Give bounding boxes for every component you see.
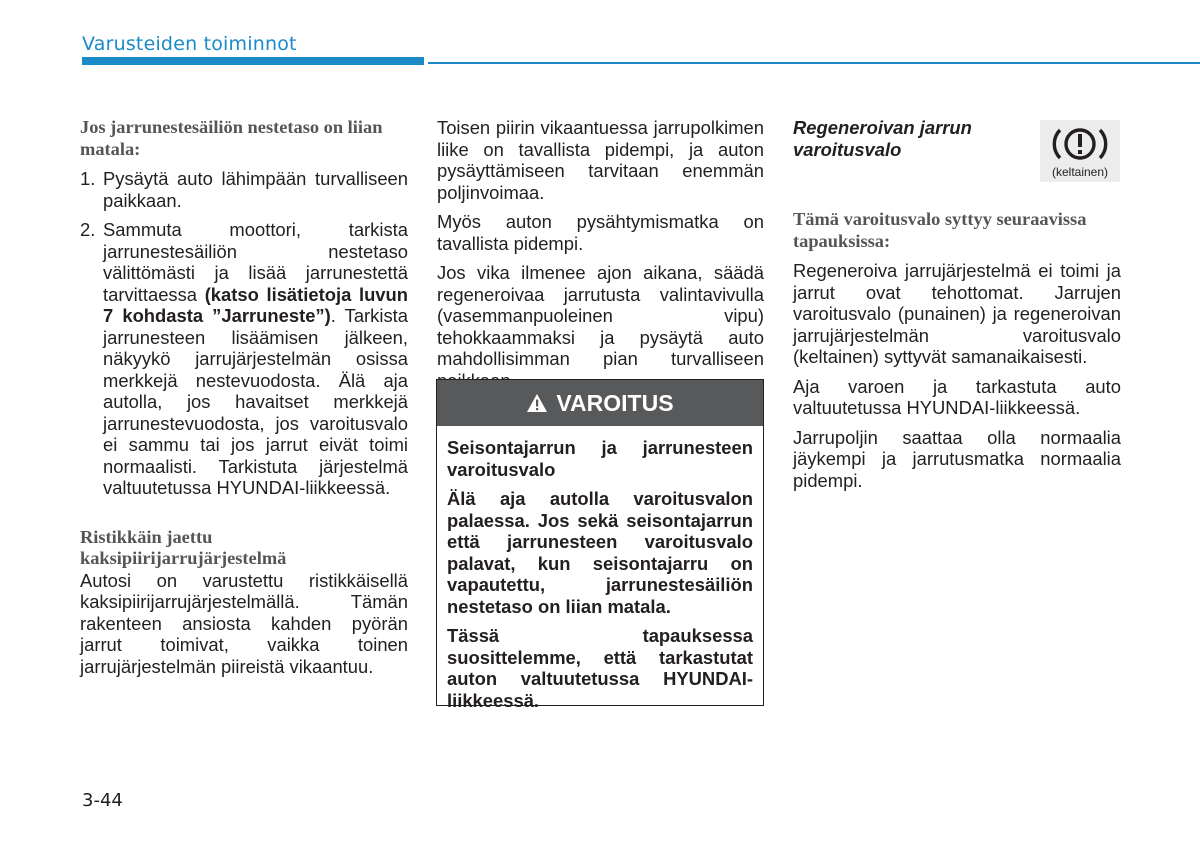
- paragraph: Jarrupoljin saattaa olla normaalia jäykempi ja jarrutusmatka normaalia pidempi.: [793, 426, 1121, 491]
- header-rule-thin: [428, 62, 1200, 64]
- paragraph: Regeneroiva jarrujärjestelmä ei toimi ja jarrut ovat tehottomat. Jarrujen varoitusvalo (punainen) ja regeneroivan jarrujärjestelmän varoitusvalo (keltainen) syttyvät samanaikaisesti.: [793, 260, 1121, 367]
- step-number: 1.: [80, 168, 96, 189]
- paragraph: Jos vika ilmenee ajon aikana, säädä regeneroivaa jarrutusta valintavivulla (vasemmanpuoleinen vipu) tehokkaammaksi ja pysäytä auto mahdollisimman pian turvalliseen: [437, 262, 764, 369]
- warning-title-bar: [437, 380, 763, 426]
- step-reference: (katso lisätietoja luvun 7 kohdasta ”Jarruneste”): [103, 283, 408, 326]
- section-header: Varusteiden toiminnot: [82, 33, 297, 55]
- step-number: 2.: [80, 219, 96, 240]
- paragraph: Aja varoen ja tarkastuta auto valtuutetussa HYUNDAI-liikkeessä.: [793, 375, 1121, 418]
- step-text-cont: . Tarkista jarrunesteen lisäämisen jälkeen, näkyykö jarrujärjestelmän osissa merkkejä nestevuodosta. Älä aja autolla, jos havaitset merkkejä jarrunestevuodosta, jos varoitusvalo ei sammu tai jos jarrut eivät toimi normaalisti. Tarkistuta järjestelmä valtuutetussa HYUNDAI-liikkeessä.: [103, 305, 408, 498]
- column-middle: [437, 117, 764, 391]
- warning-box: [436, 379, 764, 711]
- header-rule-thick: [82, 57, 424, 65]
- icon-caption: (keltainen): [1051, 165, 1109, 179]
- warning-text: Tässä tapauksessa suosittelemme, että tarkastutat auton valtuutetussa HYUNDAI-liikkeessä.: [447, 625, 753, 711]
- page-number: 3-44: [82, 790, 123, 811]
- list-item: [80, 168, 408, 211]
- step-text: Pysäytä auto lähimpään turvalliseen paikkaan.: [103, 168, 408, 211]
- list-item: [80, 219, 408, 499]
- paragraph: Autosi on varustettu ristikkäisellä kaksipiirijarrujärjestelmällä. Tämän rakenteen ansiosta kahden pyörän jarrut toimivat, vaikka toinen jarrujärjestelmän piireistä vikaantuu.: [80, 569, 408, 677]
- heading-low-fluid: Jos jarrunestesäiliön nestetaso on liian matala:: [80, 117, 383, 159]
- step-text: Sammuta moottori, tarkista jarrunestesäiliön nestetaso välittömästi ja lisää jarrunestettä tarvittaessa: [103, 219, 408, 305]
- heading-regen-warning: Regeneroivan jarrun varoitusvalo: [793, 117, 972, 160]
- warning-body: [437, 426, 763, 711]
- paragraph: Myös auton pysähtymismatka on tavallista pidempi.: [437, 211, 764, 254]
- paragraph: Toisen piirin vikaantuessa jarrupolkimen liike on tavallista pidempi, ja auton pysäyttämiseen tarvitaan enemmän poljinvoimaa.: [437, 117, 764, 203]
- subheading-conditions: Tämä varoitusvalo syttyy seuraavissa tapauksissa:: [793, 209, 1087, 251]
- steps-list: [80, 168, 408, 499]
- brake-warning-icon: [1048, 122, 1112, 166]
- column-left: [80, 117, 408, 677]
- regen-brake-warning-indicator: [1040, 120, 1120, 182]
- heading-dual-circuit: Ristikkäin jaettu kaksipiirijarrujärjestelmä: [80, 526, 287, 568]
- warning-subtitle: Seisontajarrun ja jarrunesteen varoitusvalo: [447, 437, 753, 480]
- warning-title: VAROITUS: [556, 389, 674, 416]
- warning-text: Älä aja autolla varoitusvalon palaessa. Jos sekä seisontajarrun että jarrunesteen varoitusvalo palavat, kun seisontajarru on vapautettu, jarrunestesäiliön nestetaso on liian matala.: [447, 488, 753, 617]
- warning-triangle-icon: [526, 393, 548, 413]
